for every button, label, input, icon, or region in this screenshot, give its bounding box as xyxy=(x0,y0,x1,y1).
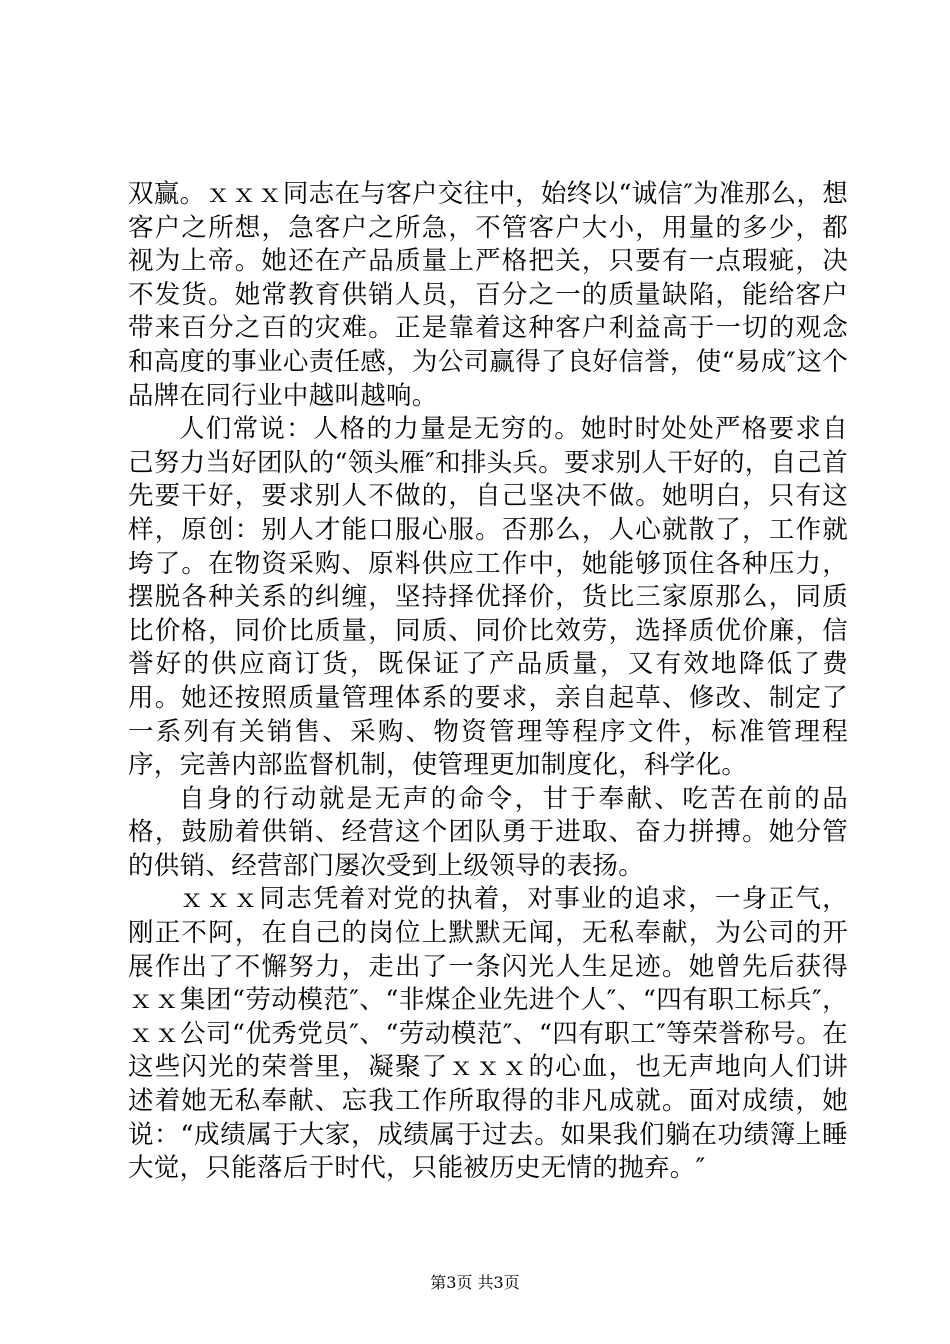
document-body xyxy=(128,178,848,1186)
paragraph-2: 人们常说：人格的力量是无穷的。她时时处处严格要求自己努力当好团队的“领头雁″和排头兵。要求别人干好的，自己首先要干好，要求别人不做的，自己坚决不做。她明白，只有这样，原创：别人才能口服心服。否那么，人心就散了，工作就垮了。在物资采购、原料供应工作中，她能够顶住各种压力，摆脱各种关系的纠缠，坚持择优择价，货比三家原那么，同质比价格，同价比质量，同质、同价比效劳，选择质优价廉，信誉好的供应商订货，既保证了产品质量，又有效地降低了费用。她还按照质量管理体系的要求，亲自起草、修改、制定了一系列有关销售、采购、物资管理等程序文件，标准管理程序，完善内部监督机制，使管理更加制度化，科学化。 xyxy=(128,414,848,781)
page-footer: 第3页 共3页 xyxy=(430,1273,520,1292)
paragraph-3: 自身的行动就是无声的命令，甘于奉献、吃苦在前的品格，鼓励着供销、经营这个团队勇于进取、奋力拼搏。她分管的供销、经营部门屡次受到上级领导的表扬。 xyxy=(128,783,848,881)
paragraph-4: ｘｘｘ同志凭着对党的执着，对事业的追求，一身正气，刚正不阿，在自己的岗位上默默无闻，无私奉献，为公司的开展作出了不懈努力，走出了一条闪光人生足迹。她曾先后获得ｘｘ集团“劳动模范″、“非煤企业先进个人″、“四有职工标兵″，ｘｘ公司“优秀党员″、“劳动模范″、“四有职工″等荣誉称号。在这些闪光的荣誉里，凝聚了ｘｘｘ的心血，也无声地向人们讲述着她无私奉献、忘我工作所取得的非凡成就。面对成绩，她说：“成绩属于大家，成绩属于过去。如果我们躺在功绩簿上睡大觉，只能落后于时代，只能被历史无情的抛弃。″ xyxy=(128,884,848,1184)
paragraph-1: 双赢。ｘｘｘ同志在与客户交往中，始终以“诚信″为准那么，想客户之所想，急客户之所急，不管客户大小，用量的多少，都视为上帝。她还在产品质量上严格把关，只要有一点瑕疵，决不发货。她常教育供销人员，百分之一的质量缺陷，能给客户带来百分之百的灾难。正是靠着这种客户利益高于一切的观念和高度的事业心责任感，为公司赢得了良好信誉，使“易成″这个品牌在同行业中越叫越响。 xyxy=(128,179,848,411)
